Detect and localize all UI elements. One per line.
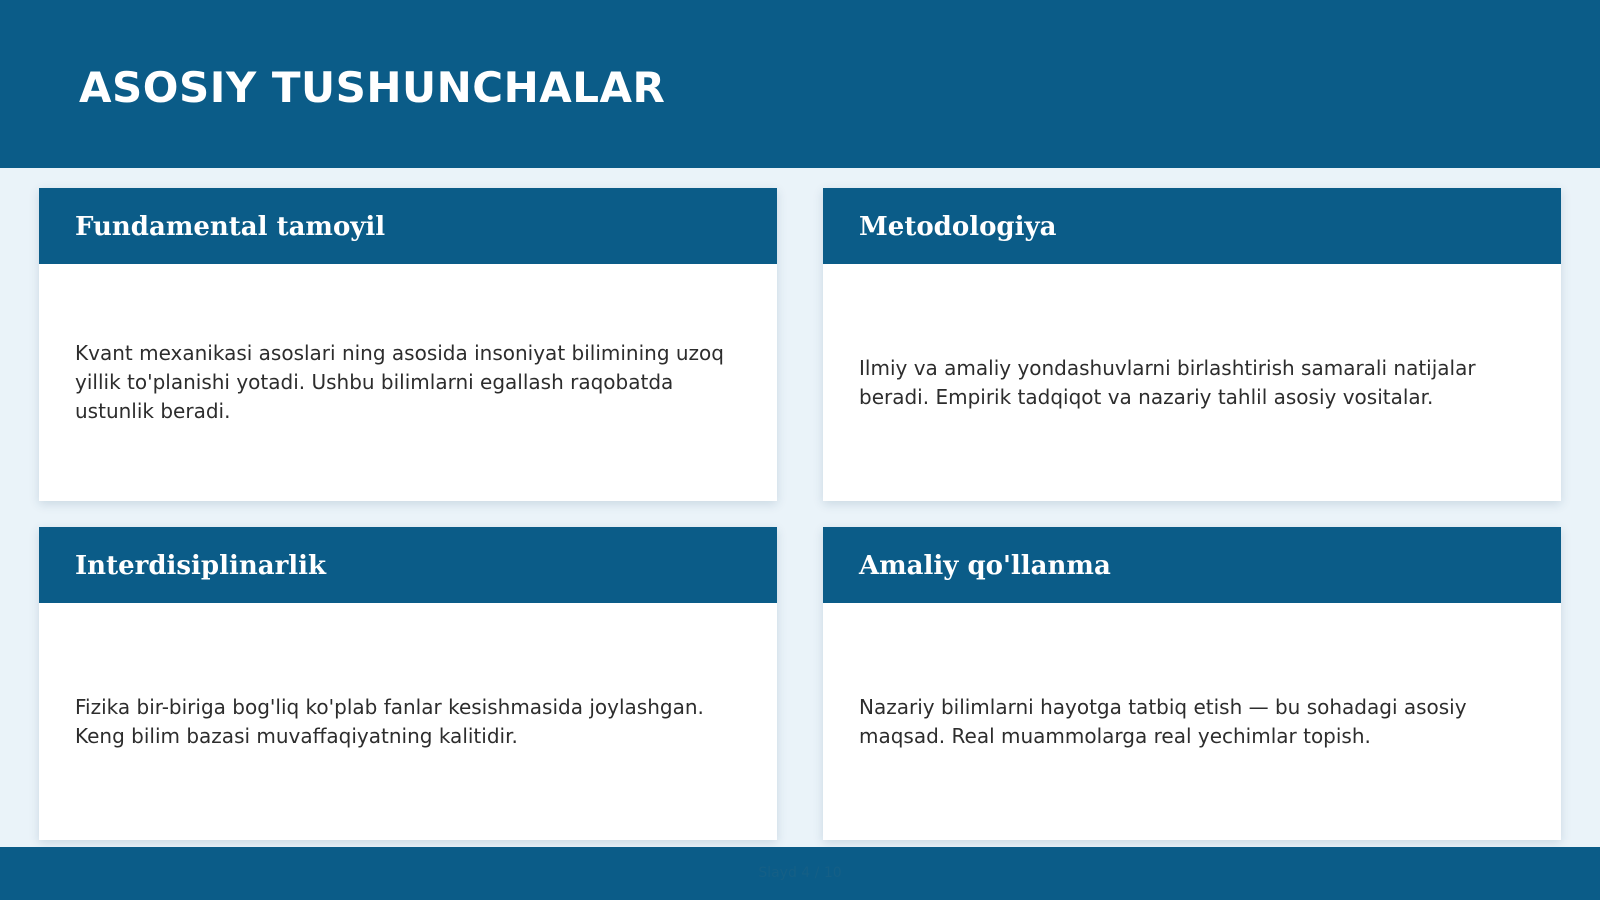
slide-number: Slayd 4 / 10 (758, 865, 842, 881)
card-header (39, 188, 777, 264)
card-interdisciplinarity (39, 527, 777, 840)
card-practical-application (823, 527, 1561, 840)
card-text: Kvant mexanikasi asoslari ning asosida insoniyat bilimining uzoq yillik to'planishi yotadi. Ushbu bilimlarni egallash raqobatda ustunlik beradi. (75, 341, 724, 423)
card-text: Nazariy bilimlarni hayotga tatbiq etish — bu sohadagi asosiy maqsad. Real muammolarga real yechimlar topish. (859, 694, 1467, 748)
card-body (859, 264, 1525, 501)
card-title: Fundamental tamoyil (75, 212, 386, 242)
card-title: Interdisiplinarlik (75, 551, 327, 581)
card-methodology (823, 188, 1561, 501)
slide-title: ASOSIY TUSHUNCHALAR (79, 63, 666, 112)
card-text: Fizika bir-biriga bog'liq ko'plab fanlar kesishmasida joylashgan. Keng bilim bazasi muvaffaqiyatning kalitidir. (75, 694, 704, 748)
slide-footer (0, 847, 1600, 900)
card-header (39, 527, 777, 603)
card-fundamental-principle (39, 188, 777, 501)
card-header (823, 188, 1561, 264)
card-title: Amaliy qo'llanma (859, 551, 1111, 581)
card-text: Ilmiy va amaliy yondashuvlarni birlashtirish samarali natijalar beradi. Empirik tadqiqot va nazariy tahlil asosiy vositalar. (859, 355, 1476, 409)
slide-header (0, 0, 1600, 168)
card-body (75, 603, 741, 840)
card-title: Metodologiya (859, 212, 1057, 242)
card-body (859, 603, 1525, 840)
card-body (75, 264, 741, 501)
card-header (823, 527, 1561, 603)
